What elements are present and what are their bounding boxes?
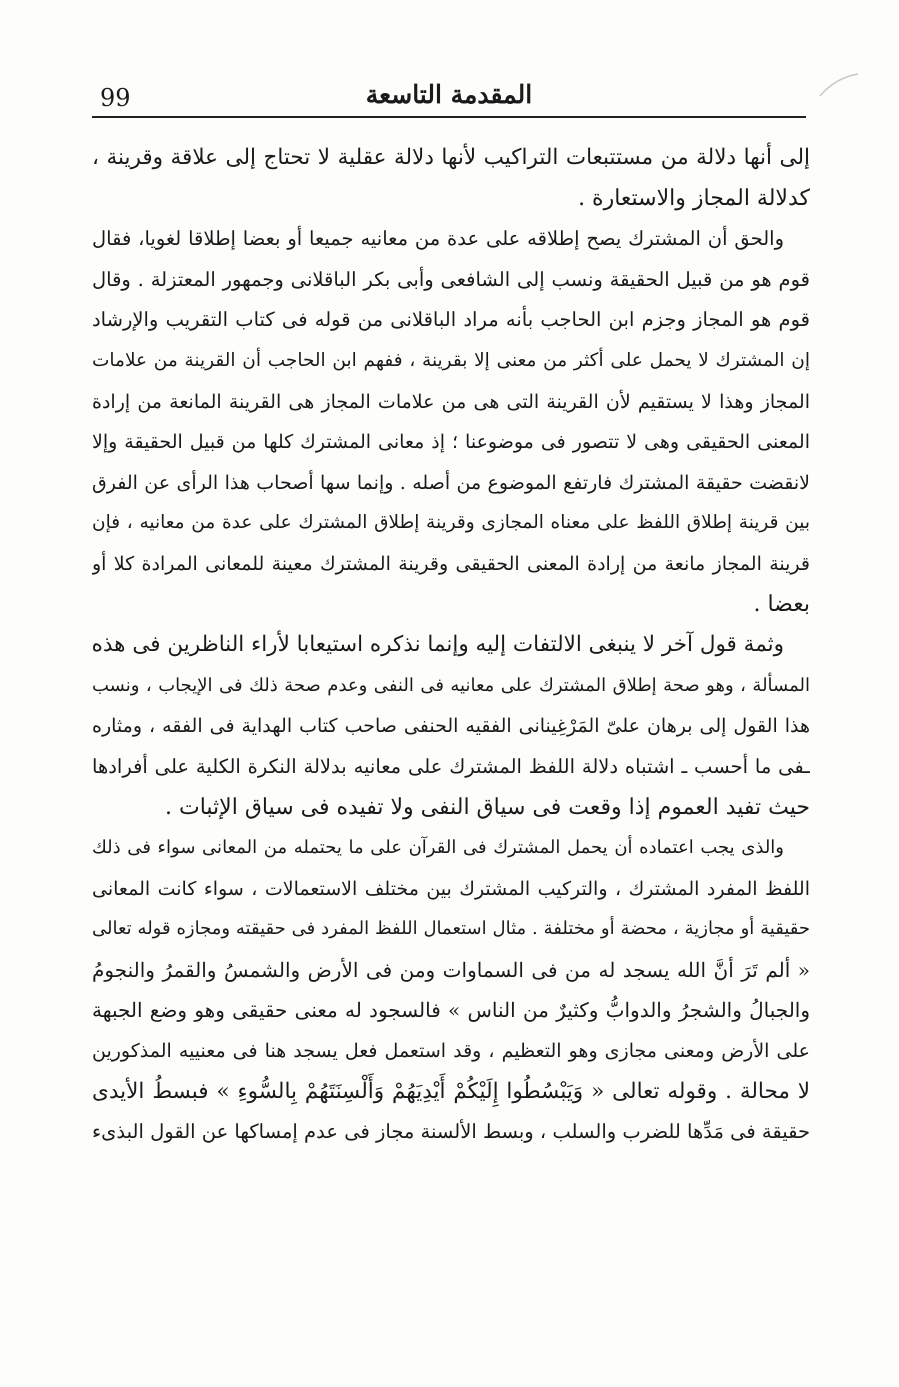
text-line: إن المشترك لا يحمل على أكثر من معنى إلا بقرينة ، ففهم ابن الحاجب أن القرينة من علامات [92,349,810,371]
text-line: كدلالة المجاز والاستعارة . [578,185,810,211]
text-line: لا محالة . وقوله تعالى « وَيَبْسُطُوا إِلَيْكُمْ أَيْدِيَهُمْ وَأَلْسِنَتَهُمْ بِالسُّوءِ » فبسطُ الأيدى [92,1078,810,1104]
page-header [92,74,806,118]
text-line: اللفظ المفرد المشترك ، والتركيب المشترك بين مختلف الاستعمالات ، سواء كانت المعانى [92,877,810,900]
text-line: على الأرض ومعنى مجازى وهو التعظيم ، وقد استعمل فعل يسجد هنا فى معنييه المذكورين [92,1040,810,1063]
text-line: والذى يجب اعتماده أن يحمل المشترك فى القرآن على ما يحتمله من المعانى سواء فى ذلك [92,837,784,859]
text-line: قوم هو المجاز وجزم ابن الحاجب بأنه مراد الباقلانى من قوله فى كتاب التقريب والإرشاد [92,308,810,332]
text-line: لانقضت حقيقة المشترك فارتفع الموضوع من أصله . وإنما سها أصحاب هذا الرأى عن الفرق [92,471,810,494]
text-line: والجبالُ والشجرُ والدوابُّ وكثيرٌ من الناس » فالسجود له معنى حقيقى وهو وضع الجبهة [92,998,810,1023]
text-line: إلى أنها دلالة من مستتبعات التراكيب لأنها دلالة عقلية لا تحتاج إلى علاقة وقرينة ، [92,145,810,170]
text-line: حقيقية أو مجازية ، محضة أو مختلفة . مثال استعمال اللفظ المفرد فى حقيقته ومجازه قوله تعالى [92,918,810,940]
body-text [92,138,810,1153]
page-number: 99 [100,84,131,112]
running-head: المقدمة التاسعة [365,80,533,109]
text-line: والحق أن المشترك يصح إطلاقه على عدة من معانيه جميعا أو بعضا إطلاقا لغويا، فقال [92,227,784,251]
text-line: حقيقة فى مَدِّها للضرب والسلب ، وبسط الألسنة مجاز فى عدم إمساكها عن القول البذىء [92,1120,810,1144]
text-line: المعنى الحقيقى وهى لا تتصور فى موضوعنا ؛ إذ معانى المشترك كلها من قبيل الحقيقة وإلا [92,431,810,454]
text-line: بعضا . [753,591,810,617]
text-line: المسألة ، وهو صحة إطلاق المشترك على معانيه فى النفى وعدم صحة ذلك فى الإيجاب ، ونسب [92,674,810,696]
text-line: قوم هو من قبيل الحقيقة ونسب إلى الشافعى وأبى بكر الباقلانى وجمهور المعتزلة . وقال [92,267,810,291]
text-line: « ألم تَرَ أنَّ الله يسجد له من فى السماوات ومن فى الأرض والشمسُ والقمرُ والنجومُ [92,957,810,982]
text-line: حيث تفيد العموم إذا وقعت فى سياق النفى ولا تفيده فى سياق الإثبات . [165,794,810,820]
page-corner-mark [810,58,870,148]
text-line: المجاز وهذا لا يستقيم لأن القرينة التى هى من علامات المجاز هى القرينة المانعة من إرادة [92,390,810,413]
text-line: وثمة قول آخر لا ينبغى الالتفات إليه وإنما نذكره استيعابا لأراء الناظرين فى هذه [92,632,784,658]
text-line: قرينة المجاز مانعة من إرادة المعنى الحقيقى وقرينة المشترك معينة للمعانى المرادة كلا أو [92,552,810,575]
text-line: هذا القول إلى برهان علىّ المَرْغِينانى الفقيه الحنفى صاحب كتاب الهداية فى الفقه ، ومثاره [92,715,810,738]
text-line: ـفى ما أحسب ـ اشتباه دلالة اللفظ المشترك على معانيه بدلالة النكرة الكلية على أفرادها [92,754,810,778]
text-line: بين قرينة إطلاق اللفظ على معناه المجازى وقرينة إطلاق المشترك على عدة من معانيه ، فإن [92,512,810,534]
